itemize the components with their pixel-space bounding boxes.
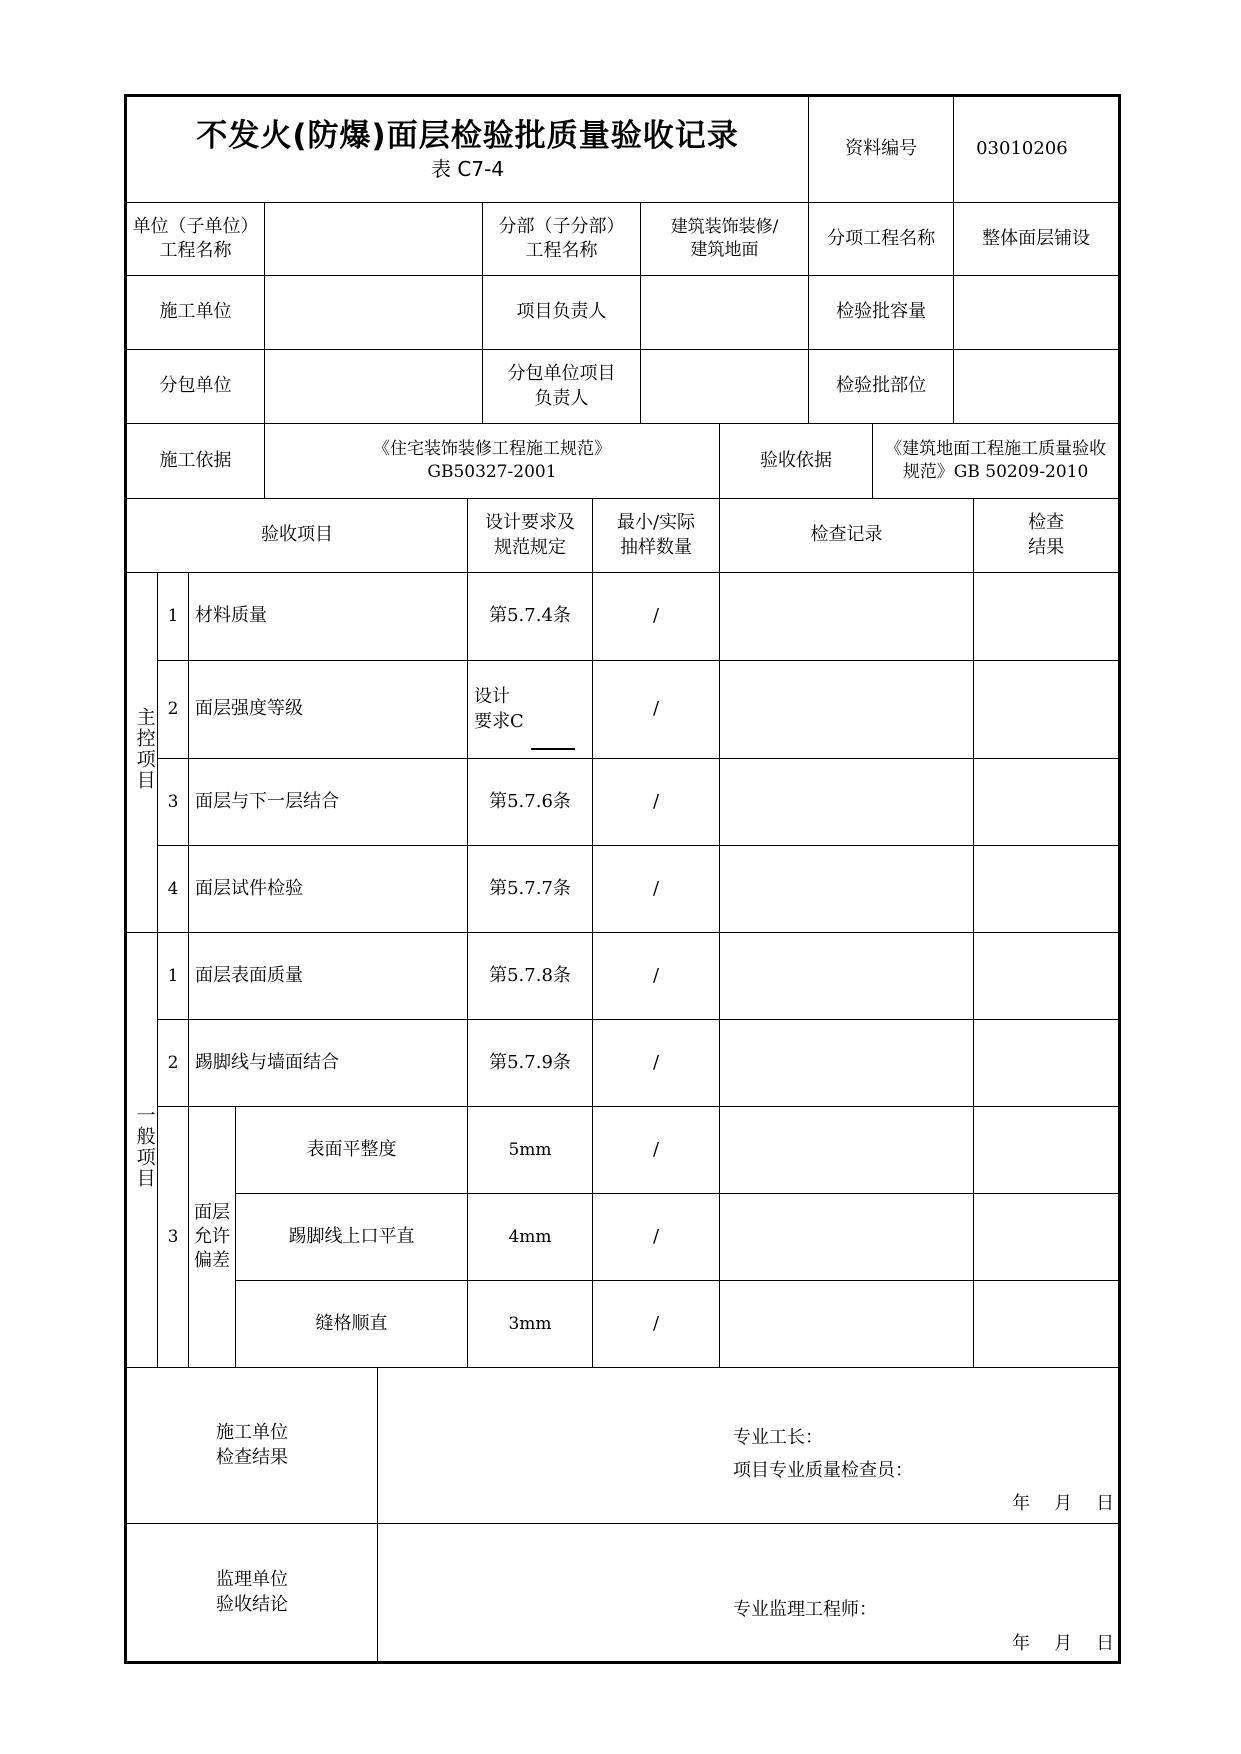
- item-name: 缝格顺直: [236, 1281, 468, 1368]
- project-manager-value[interactable]: [641, 276, 809, 350]
- date-day: 日: [1096, 1493, 1115, 1515]
- table-row: [126, 1194, 1120, 1281]
- item-sample: /: [593, 1281, 720, 1368]
- item-requirement: 5mm: [468, 1107, 593, 1194]
- item-requirement: 4mm: [468, 1194, 593, 1281]
- table-row: [126, 759, 1120, 846]
- item-sample: /: [593, 759, 720, 846]
- contractor-value[interactable]: [265, 276, 483, 350]
- main-group-label-cell: [126, 573, 158, 933]
- item-name: 踢脚线与墙面结合: [189, 1020, 468, 1107]
- table-row: [126, 846, 1120, 933]
- form-title-cell: [126, 96, 809, 203]
- table-row: [126, 1281, 1120, 1368]
- contractor-date: [988, 1492, 1114, 1516]
- item-record[interactable]: [720, 573, 974, 661]
- item-requirement: 第5.7.4条: [468, 573, 593, 661]
- item-result[interactable]: [974, 1194, 1120, 1281]
- acceptance-basis-label: 验收依据: [720, 424, 873, 499]
- col-header-requirement: 设计要求及 规范规定: [468, 499, 593, 573]
- date-month: 月: [1054, 1493, 1073, 1515]
- item-requirement: 3mm: [468, 1281, 593, 1368]
- item-record[interactable]: [720, 1194, 974, 1281]
- unit-name-value[interactable]: [265, 203, 483, 276]
- item-number: 2: [158, 1020, 189, 1107]
- item-requirement: 第5.7.8条: [468, 933, 593, 1020]
- strength-grade-blank[interactable]: [531, 748, 575, 750]
- item-sample: /: [593, 846, 720, 933]
- item-number: 1: [158, 573, 189, 661]
- item-requirement-text: 设计 要求C: [474, 686, 524, 732]
- table-row: [126, 1020, 1120, 1107]
- item-name: 面层试件检验: [189, 846, 468, 933]
- batch-location-label: 检验批部位: [809, 350, 954, 424]
- sub-pm-value[interactable]: [641, 350, 809, 424]
- item-result[interactable]: [974, 846, 1120, 933]
- supervisor-conclusion-label: 监理单位 验收结论: [126, 1524, 378, 1663]
- doc-no-value: 03010206: [954, 96, 1120, 203]
- item-number: 3: [158, 759, 189, 846]
- item-name: 踢脚线上口平直: [236, 1194, 468, 1281]
- foreman-label: 专业工长：: [733, 1427, 823, 1449]
- unit-name-label: 单位（子单位） 工程名称: [126, 203, 265, 276]
- item-result[interactable]: [974, 933, 1120, 1020]
- deviation-group-label: 面层 允许 偏差: [189, 1107, 236, 1368]
- general-group-label: 一般项目: [133, 1104, 156, 1189]
- item-record[interactable]: [720, 759, 974, 846]
- doc-no-label: 资料编号: [809, 96, 954, 203]
- item-sample: /: [593, 1194, 720, 1281]
- division-name-value: 建筑装饰装修/ 建筑地面: [641, 203, 809, 276]
- subitem-name-label: 分项工程名称: [809, 203, 954, 276]
- item-requirement: 第5.7.7条: [468, 846, 593, 933]
- subcontractor-label: 分包单位: [126, 350, 265, 424]
- item-result[interactable]: [974, 1107, 1120, 1194]
- table-row: [126, 1107, 1120, 1194]
- item-sample: /: [593, 661, 720, 759]
- col-header-record: 检查记录: [720, 499, 974, 573]
- batch-capacity-value[interactable]: [954, 276, 1120, 350]
- item-number: 2: [158, 661, 189, 759]
- date-year: 年: [1012, 1633, 1031, 1655]
- project-manager-label: 项目负责人: [483, 276, 641, 350]
- table-row: [126, 661, 1120, 759]
- item-name: 材料质量: [189, 573, 468, 661]
- item-name: 表面平整度: [236, 1107, 468, 1194]
- item-record[interactable]: [720, 1107, 974, 1194]
- acceptance-basis-value: 《建筑地面工程施工质量验收 规范》GB 50209-2010: [873, 424, 1120, 499]
- general-group-label-cell: [126, 933, 158, 1368]
- table-row: [126, 933, 1120, 1020]
- inspection-form-table: [124, 94, 1121, 1664]
- item-record[interactable]: [720, 661, 974, 759]
- item-requirement: 第5.7.9条: [468, 1020, 593, 1107]
- contractor-check-area[interactable]: [378, 1368, 1120, 1524]
- subitem-name-value: 整体面层铺设: [954, 203, 1120, 276]
- item-result[interactable]: [974, 661, 1120, 759]
- item-sample: /: [593, 1107, 720, 1194]
- item-record[interactable]: [720, 1020, 974, 1107]
- item-result[interactable]: [974, 1020, 1120, 1107]
- supervisor-date: [988, 1632, 1114, 1656]
- item-result[interactable]: [974, 1281, 1120, 1368]
- table-number: 表 C7-4: [431, 156, 505, 181]
- qc-inspector-label: 项目专业质量检查员：: [733, 1460, 913, 1482]
- division-name-label: 分部（子分部） 工程名称: [483, 203, 641, 276]
- item-name: 面层表面质量: [189, 933, 468, 1020]
- item-result[interactable]: [974, 573, 1120, 661]
- date-year: 年: [1012, 1493, 1031, 1515]
- main-group-label: 主控项目: [133, 706, 156, 791]
- item-sample: /: [593, 933, 720, 1020]
- item-record[interactable]: [720, 1281, 974, 1368]
- col-header-item: 验收项目: [126, 499, 468, 573]
- item-requirement: 第5.7.6条: [468, 759, 593, 846]
- batch-capacity-label: 检验批容量: [809, 276, 954, 350]
- supervisor-conclusion-area[interactable]: [378, 1524, 1120, 1663]
- item-record[interactable]: [720, 846, 974, 933]
- batch-location-value[interactable]: [954, 350, 1120, 424]
- date-day: 日: [1096, 1633, 1115, 1655]
- table-row: [126, 573, 1120, 661]
- item-number: 4: [158, 846, 189, 933]
- construction-basis-label: 施工依据: [126, 424, 265, 499]
- item-record[interactable]: [720, 933, 974, 1020]
- item-number: 3: [158, 1107, 189, 1368]
- item-number: 1: [158, 933, 189, 1020]
- contractor-check-label: 施工单位 检查结果: [126, 1368, 378, 1524]
- form-title: 不发火(防爆)面层检验批质量验收记录: [196, 118, 739, 155]
- col-header-result: 检查 结果: [974, 499, 1120, 573]
- supervising-engineer-label: 专业监理工程师：: [733, 1599, 877, 1621]
- construction-basis-value: 《住宅装饰装修工程施工规范》 GB50327-2001: [265, 424, 720, 499]
- subcontractor-value[interactable]: [265, 350, 483, 424]
- date-month: 月: [1054, 1633, 1073, 1655]
- sub-pm-label: 分包单位项目 负责人: [483, 350, 641, 424]
- col-header-sample: 最小/实际 抽样数量: [593, 499, 720, 573]
- item-name: 面层与下一层结合: [189, 759, 468, 846]
- item-name: 面层强度等级: [189, 661, 468, 759]
- item-result[interactable]: [974, 759, 1120, 846]
- contractor-label: 施工单位: [126, 276, 265, 350]
- item-sample: /: [593, 573, 720, 661]
- item-sample: /: [593, 1020, 720, 1107]
- item-requirement: [468, 661, 593, 759]
